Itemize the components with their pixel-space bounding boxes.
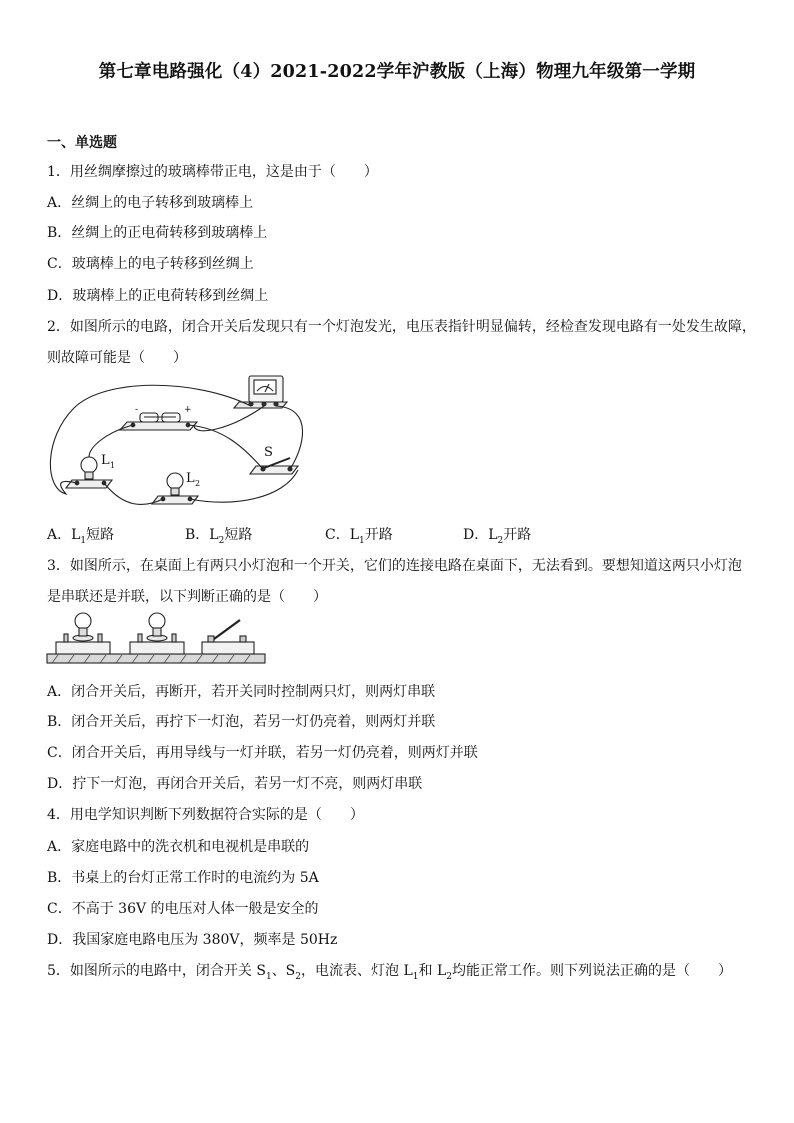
battery-icon <box>120 413 197 430</box>
q4-option-d: D．我国家庭电路电压为 380V，频率是 50Hz <box>47 932 338 948</box>
q2-option-b: B．$L_2$短路 <box>185 527 253 546</box>
q3-option-c: C．闭合开关后，再用导线与一灯并联，若另一灯仍亮着，则两灯并联 <box>47 745 478 761</box>
q1-option-c: C．玻璃棒上的电子转移到丝绸上 <box>47 256 254 272</box>
document-title: 第七章电路强化（4）2021-2022学年沪教版（上海）物理九年级第一学期 <box>98 62 696 82</box>
label-switch: S <box>264 445 273 460</box>
label-plus: + <box>184 405 192 415</box>
q3-table-figure <box>44 606 268 668</box>
q2-circuit-figure <box>44 368 314 514</box>
bulb-icon <box>56 613 110 654</box>
q4-option-b: B．书桌上的台灯正常工作时的电流约为 5A <box>47 870 319 886</box>
q2-stem-line2: 则故障可能是（ ） <box>47 350 187 366</box>
voltmeter-icon <box>234 376 287 408</box>
wire <box>188 425 263 469</box>
q5-stem: 5．如图所示的电路中，闭合开关 $S_1$、$S_2$，电流表、灯泡 $L_1$和 $L_2$均能正常工作。则下列说法正确的是（ ） <box>47 963 732 982</box>
section-heading: 一、单选题 <box>47 135 117 151</box>
wire <box>50 385 251 494</box>
label-l2-sub: 2 <box>195 479 201 488</box>
q4-option-c: C．不高于 36V 的电压对人体一般是安全的 <box>47 901 319 917</box>
q1-option-d: D．玻璃棒上的正电荷转移到丝绸上 <box>47 288 269 304</box>
q1-stem: 1．用丝绸摩擦过的玻璃棒带正电，这是由于（ ） <box>47 164 378 180</box>
q3-stem-line2: 是串联还是并联，以下判断正确的是（ ） <box>47 589 327 605</box>
label-l2: L <box>186 471 195 486</box>
wire <box>194 406 264 431</box>
q3-stem-line1: 3．如图所示，在桌面上有两只小灯泡和一个开关，它们的连接电路在桌面下，无法看到。要想知道这两只小灯泡 <box>47 558 742 574</box>
q2-option-d: D．$L_2$开路 <box>463 527 532 546</box>
q4-stem: 4．用电学知识判断下列数据符合实际的是（ ） <box>47 807 364 823</box>
q3-option-a: A．闭合开关后，再断开，若开关同时控制两只灯，则两灯串联 <box>47 684 436 700</box>
q1-option-a: A．丝绸上的电子转移到玻璃棒上 <box>47 195 254 211</box>
label-l1-sub: 1 <box>110 461 116 470</box>
q2-option-a: A．$L_1$短路 <box>47 527 115 546</box>
label-minus: - <box>135 405 139 415</box>
wire <box>276 406 303 469</box>
q2-stem-line1: 2．如图所示的电路，闭合开关后发现只有一个灯泡发光，电压表指针明显偏转，经检查发现电路有一处发生故障， <box>47 319 756 335</box>
q2-option-c: C．$L_1$开路 <box>325 527 393 546</box>
q4-option-a: A．家庭电路中的洗衣机和电视机是串联的 <box>47 839 310 855</box>
q3-option-d: D．拧下一灯泡，再闭合开关后，若另一灯不亮，则两灯串联 <box>47 776 423 792</box>
q1-option-b: B．丝绸上的正电荷转移到玻璃棒上 <box>47 225 268 241</box>
wire <box>190 470 298 502</box>
switch-icon <box>202 620 254 654</box>
q3-option-b: B．闭合开关后，再拧下一灯泡，若另一灯仍亮着，则两灯并联 <box>47 714 436 730</box>
bulb-icon <box>130 613 184 654</box>
label-l1: L <box>101 453 110 468</box>
switch-icon <box>250 458 298 474</box>
